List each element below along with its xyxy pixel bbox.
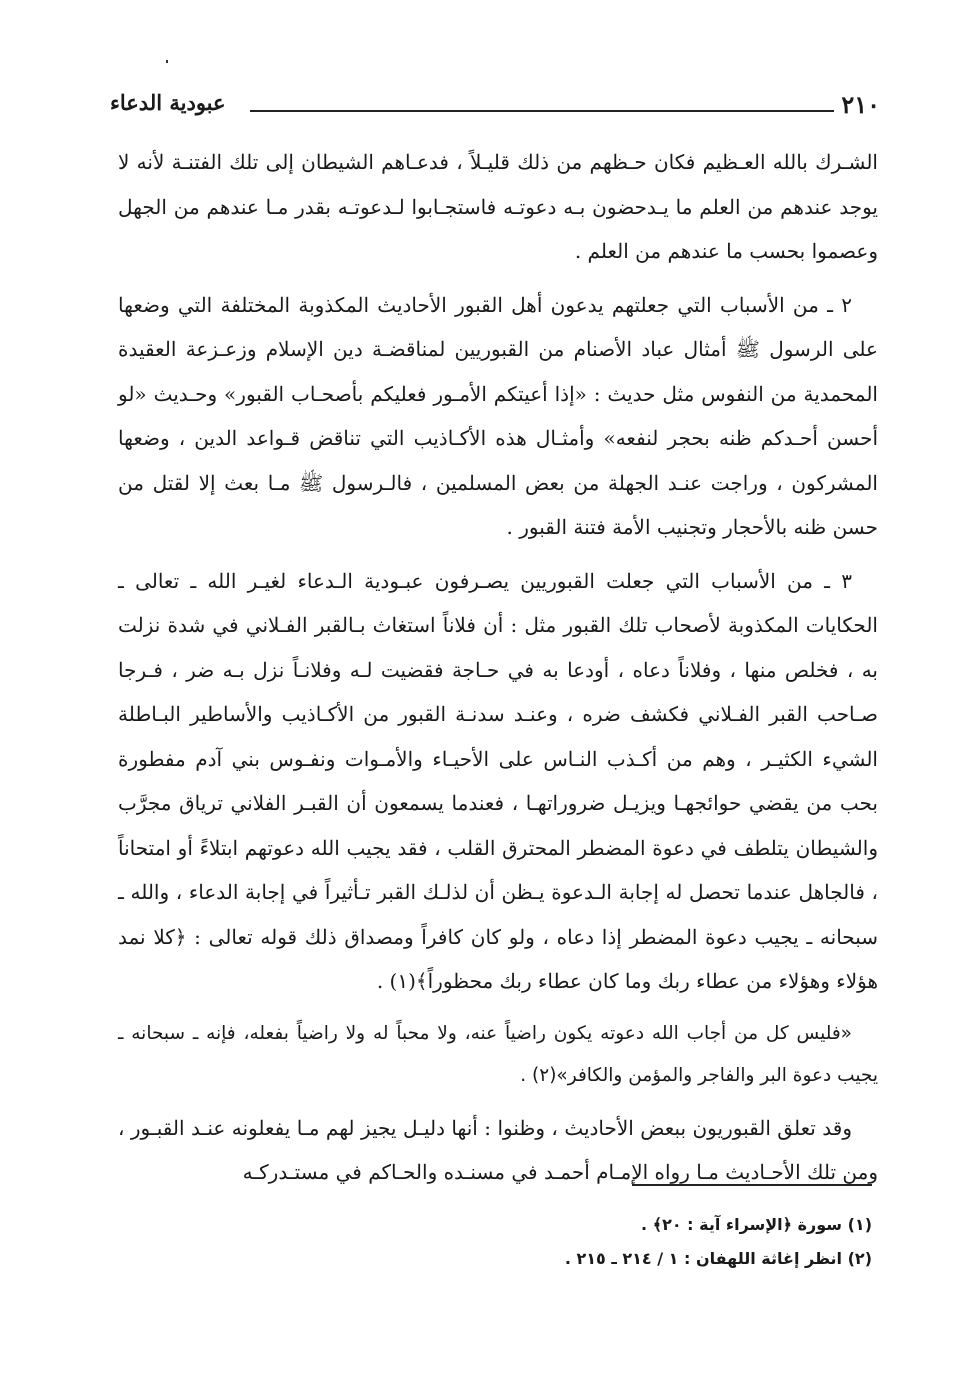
main-text: [118, 140, 878, 1204]
paragraph-quotation: «فليس كل من أجاب الله دعوته يكون راضياً عنه، ولا محباً له ولا راضياً بفعله، فإنه ـ سبحانه ـ يجيب دعوة البر والفاجر والمؤمن والكافر»(٢) .: [118, 1022, 878, 1086]
footnote-separator: [632, 1184, 872, 1186]
paragraph-reason-3: ٣ ـ من الأسباب التي جعلت القبوريين يصـرفون عبـودية الـدعاء لغيـر الله ـ تعالى ـ الحكايات المكذوبة لأصحاب تلك القبور مثل : أن فلاناً استغاث بـالقبر الفـلاني في شدة نزلت به ، فخلص منها ، وفلاناً دعاه ، أودعا به في حـاجة فقضيت لـه وفلانـاً نزل بـه ضر ، فـرجا صـاحب القبر الفـلاني فكشف ضره ، وعنـد سدنـة القبور من الأكـاذيب والأساطير البـاطلة الشيء الكثيـر ، وهم من أكـذب النـاس على الأحيـاء والأمـوات ونفـوس بني آدم مفطورة بحب من يقضي حوائجهـا ويزيـل ضروراتهـا ، فعندما يسمعون أن القبـر الفلاني ترياق مجرَّب والشيطان يتلطف في دعوة المضطر المحترق القلب ، فقد يجيب الله دعوتهم ابتلاءً أو امتحاناً ، فالجاهل عندما تحصل له إجابة الـدعوة يـظن أن لذلـك القبر تـأثيراً في إجابة الدعاء ، والله ـ سبحانه ـ يجيب دعوة المضطر إذا دعاه ، ولو كان كافراً ومصداق ذلك قوله تعالى : ﴿كلا نمد هؤلاء وهؤلاء من عطاء ربك وما كان عطاء ربك محظوراً﴾(١) .: [118, 568, 878, 993]
footnote-2: (٢) انظر إغاثة اللهفان : ١ / ٢١٤ ـ ٢١٥ .: [564, 1249, 872, 1268]
scan-speck: [166, 60, 168, 63]
header-rule: [250, 110, 834, 112]
paragraph-hadith-intro: وقد تعلق القبوريون ببعض الأحاديث ، وظنوا : أنها دليـل يجيز لهم مـا يفعلونه عنـد القبـور ، ومن تلك الأحـاديث مـا رواه الإمـام أحمـد في مسنـده والحـاكم في مستـدركـه: [118, 1115, 878, 1184]
paragraph-reason-2: ٢ ـ من الأسباب التي جعلتهم يدعون أهل القبور الأحاديث المكذوبة المختلفة التي وضعها على الرسول ﷺ أمثال عباد الأصنام من القبوريين لمناقضـة دين الإسلام وزعـزعة العقيدة المحمدية من النفوس مثل حديث : «إذا أعيتكم الأمـور فعليكم بأصحـاب القبور» وحـديث «لو أحسن أحـدكم ظنه بحجر لنفعه» وأمثـال هذه الأكـاذيب التي تناقض قـواعد الدين ، وضعها المشركون ، وراجت عنـد الجهلة من بعض المسلمين ، فالـرسول ﷺ مـا بعث إلا لقتل من حسن ظنه بالأحجار وتجنيب الأمة فتنة القبور .: [118, 292, 878, 539]
footnote-1: (١) سورة ﴿الإسراء آية : ٢٠﴾ .: [641, 1215, 872, 1234]
running-title: عبودية الدعاء: [110, 90, 226, 115]
paragraph-continuation: الشـرك بالله العـظيم فكان حـظهم من ذلك قليـلاً ، فدعـاهم الشيطان إلى تلك الفتنـة لأنه لا يوجد عندهم من العلم ما يـدحضون بـه دعوتـه فاستجـابوا لـدعوتـه بقدر مـا عندهم من الجهل وعصموا بحسب ما عندهم من العلم .: [118, 150, 878, 263]
page-number: ٢١٠: [841, 90, 880, 119]
footnotes: [172, 1208, 872, 1276]
page-header: [110, 88, 880, 122]
